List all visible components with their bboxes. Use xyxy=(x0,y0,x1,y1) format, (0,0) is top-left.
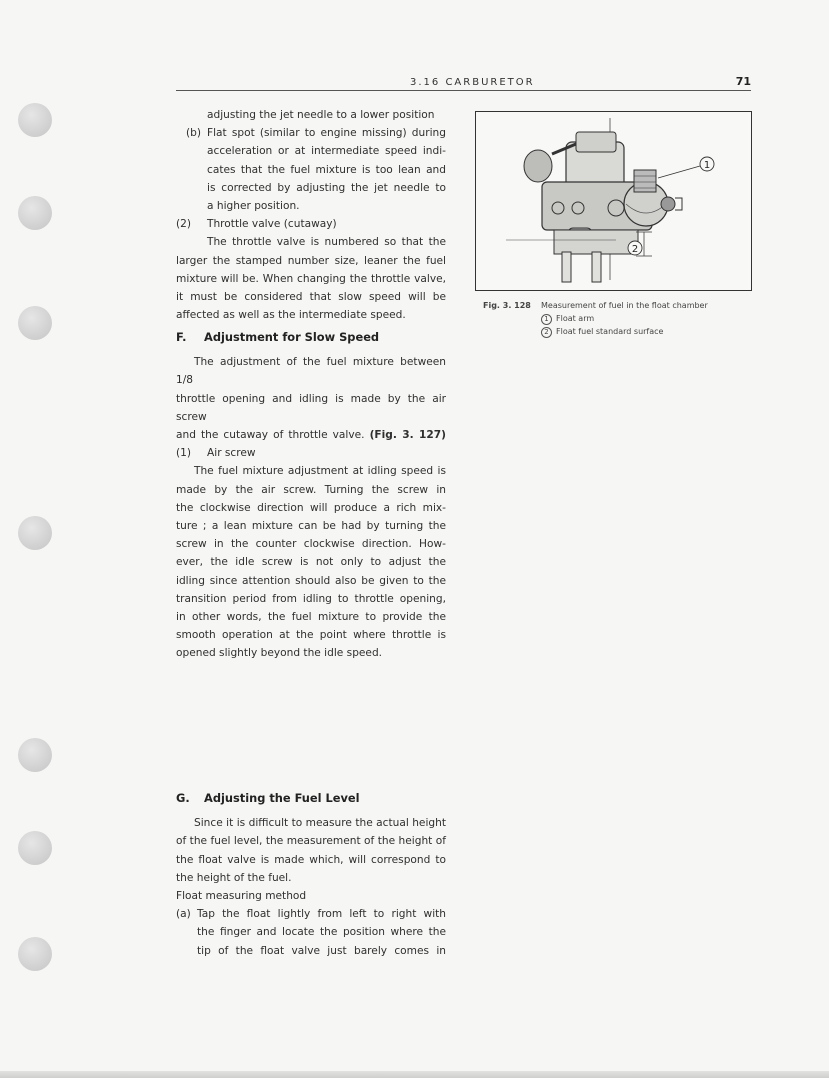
text-line: Flat spot (similar to engine missing) during xyxy=(207,127,446,140)
binder-hole xyxy=(18,831,52,865)
text-span: and the cutaway of throttle valve. xyxy=(176,429,365,442)
caption-sub-1 xyxy=(483,312,708,325)
text-line: affected as well as the intermediate speed. xyxy=(176,309,406,322)
text-line: The fuel mixture adjustment at idling speed is xyxy=(194,465,446,478)
text-line: transition period from idling to throttle opening, xyxy=(176,592,446,605)
text-line: in other words, the fuel mixture to provide the xyxy=(176,611,446,624)
caption-line xyxy=(483,299,708,312)
text-line: is corrected by adjusting the jet needle to xyxy=(207,181,446,194)
binder-hole xyxy=(18,306,52,340)
figure-box xyxy=(475,111,752,291)
text-line: Tap the float lightly from left to right with xyxy=(197,908,446,921)
caption-sub-2 xyxy=(483,325,708,338)
section-letter: F. xyxy=(176,330,187,344)
text-line: idling since attention should also be given to the xyxy=(176,574,446,587)
text-line: the height of the fuel. xyxy=(176,871,292,884)
text-line: tip of the float valve just barely comes in xyxy=(197,944,446,957)
list-item-title: Air screw xyxy=(207,447,256,460)
text-line: the float valve is made which, will correspond to xyxy=(176,853,446,866)
callout-1: 1 xyxy=(703,160,711,171)
section-heading xyxy=(176,328,446,346)
caption-sub-text: Float arm xyxy=(556,314,595,323)
section-letter: G. xyxy=(176,791,190,805)
figure-reference: (Fig. 3. 127) xyxy=(369,429,446,442)
list-item-a xyxy=(176,905,446,960)
text-line: opened slightly beyond the idle speed. xyxy=(176,647,383,660)
list-item-1-body xyxy=(176,462,446,662)
caption-sub-text: Float fuel standard surface xyxy=(556,327,664,336)
left-column-top xyxy=(176,106,446,324)
list-marker: (b) xyxy=(186,127,201,140)
list-marker: (a) xyxy=(176,908,191,921)
section-f xyxy=(176,328,446,663)
list-item-1-title xyxy=(176,444,446,462)
text-line: cates that the fuel mixture is too lean and xyxy=(207,163,446,176)
subheading: Float measuring method xyxy=(176,890,307,903)
binder-hole xyxy=(18,196,52,230)
header-rule xyxy=(176,90,751,91)
text-line: throttle opening and idling is made by the air screw xyxy=(176,392,446,423)
list-item-2-title xyxy=(176,215,446,233)
text-line: made by the air screw. Turning the screw in xyxy=(176,483,446,496)
text-line: the finger and locate the position where the xyxy=(197,926,446,939)
circled-number: 2 xyxy=(541,327,552,338)
list-item-text xyxy=(197,905,446,960)
list-marker: (2) xyxy=(176,218,192,231)
circled-number: 1 xyxy=(541,314,552,325)
running-head: 3.16 CARBURETOR xyxy=(410,77,535,88)
list-item-title: Throttle valve (cutaway) xyxy=(207,218,337,231)
figure-caption xyxy=(483,299,708,338)
text-line: ever, the idle screw is not only to adjust the xyxy=(176,556,446,569)
callout-2: 2 xyxy=(631,244,639,255)
text-line: mixture will be. When changing the throttle valve, xyxy=(176,272,446,285)
text-line: it must be considered that slow speed will be xyxy=(176,291,446,304)
text-line: of the fuel level, the measurement of the height of xyxy=(176,835,446,848)
text-line: adjusting the jet needle to a lower position xyxy=(207,109,435,121)
text-line: Since it is difficult to measure the actual height xyxy=(194,817,446,830)
text-line: acceleration or at intermediate speed indi- xyxy=(207,145,446,158)
list-item-2-body-rest xyxy=(176,270,446,325)
section-heading xyxy=(176,789,446,807)
carburetor-illustration xyxy=(476,112,751,290)
list-marker: (1) xyxy=(176,447,192,460)
text-line: The adjustment of the fuel mixture between 1/8 xyxy=(176,356,446,387)
caption-text: Measurement of fuel in the float chamber xyxy=(541,301,708,310)
binder-hole xyxy=(18,937,52,971)
page-edge xyxy=(0,1071,829,1078)
text-line: The throttle valve is numbered so that the xyxy=(207,236,446,249)
binder-hole xyxy=(18,738,52,772)
section-title: Adjustment for Slow Speed xyxy=(204,330,380,344)
text-line: smooth operation at the point where throttle is xyxy=(176,629,446,642)
text-line: a higher position. xyxy=(207,200,300,213)
text-line: ture ; a lean mixture can be had by turning the xyxy=(176,520,446,533)
section-title: Adjusting the Fuel Level xyxy=(204,791,360,805)
list-item-2-body xyxy=(176,233,446,251)
section-g xyxy=(176,789,446,960)
text-line: the clockwise direction will produce a rich mix- xyxy=(176,501,446,514)
binder-hole xyxy=(18,516,52,550)
text-line: screw in the counter clockwise direction. How- xyxy=(176,538,446,551)
text-line xyxy=(176,426,446,444)
binder-hole xyxy=(18,103,52,137)
list-item-b xyxy=(176,124,446,215)
list-item-text xyxy=(207,124,446,215)
figure-number: Fig. 3. 128 xyxy=(483,301,531,310)
page-number: 71 xyxy=(735,75,751,88)
text-line: larger the stamped number size, leaner the fuel xyxy=(176,254,446,267)
